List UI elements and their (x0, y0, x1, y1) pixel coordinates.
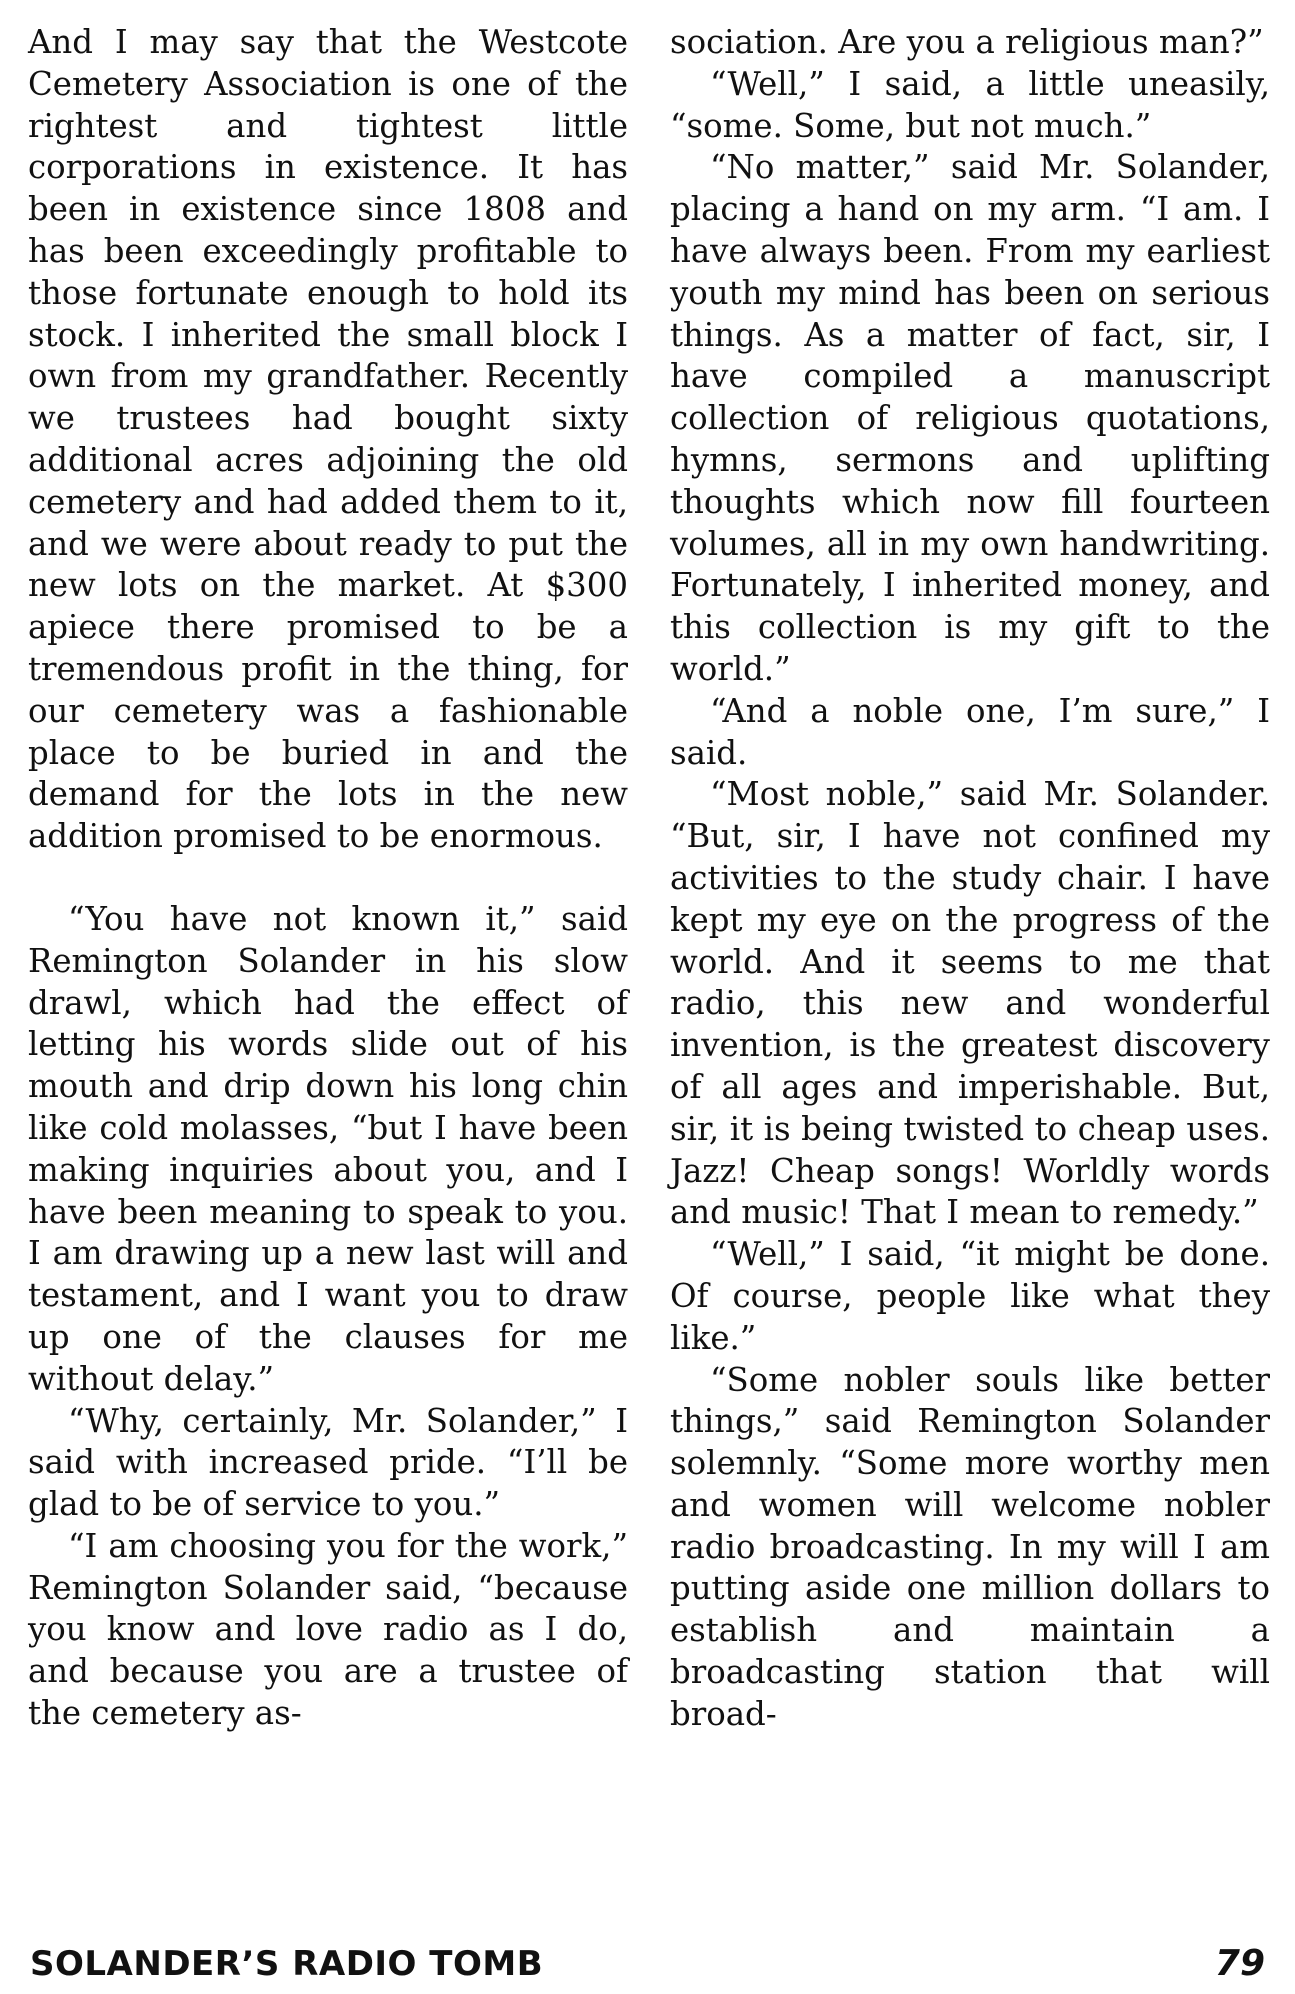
paragraph: “Why, certainly, Mr. Solander,” I said with increased pride. “I’ll be glad to be of service to you.” (28, 1401, 628, 1524)
paragraph: sociation. Are you a religious man?” (670, 23, 1264, 61)
paragraph: “Most noble,” said Mr. Solander. “But, sir, I have not confined my activities to the study chair. I have kept my eye on the progress of the world. And it seems to me that radio, this new and wonderful invention, is the greatest discovery of all ages and imperishable. But, sir, it is being twisted to cheap uses. Jazz! Cheap songs! Worldly words and music! That I mean to remedy.” (670, 775, 1270, 1232)
paragraph: “You have not known it,” said Remington Solander in his slow drawl, which had the effect of letting his words slide out of his mouth and drip down his long chin like cold molasses, “but I have been making inquiries about you, and I have been meaning to speak to you. I am drawing up a new last will and testament, and I want you to draw up one of the clauses for me without delay.” (28, 899, 628, 1398)
paragraph: “Well,” I said, a little uneasily, “some. Some, but not much.” (670, 64, 1270, 145)
left-column (28, 22, 628, 1735)
page-number: 79 (1214, 1943, 1265, 1984)
right-column (670, 22, 1270, 1736)
paragraph: “And a noble one, I’m sure,” I said. (670, 691, 1270, 772)
paragraph: “Well,” I said, “it might be done. Of course, people like what they like.” (670, 1235, 1270, 1357)
running-title: SOLANDER’S RADIO TOMB (30, 1944, 544, 1984)
paragraph: “Some nobler souls like better things,” said Remington Solander solemnly. “Some more worthy men and women will welcome nobler radio broadcasting. In my will I am putting aside one million dollars to establish and maintain a broadcasting station that will broad- (670, 1360, 1270, 1733)
paragraph: And I may say that the Westcote Cemetery Association is one of the rightest and tightest little corporations in existence. It has been in existence since 1808 and has been exceedingly profitable to those fortunate enough to hold its stock. I inherited the small block I own from my grandfather. Recently we trustees had bought sixty additional acres adjoining the old cemetery and had added them to it, and we were about ready to put the new lots on the market. At $300 apiece there promised to be a tremendous profit in the thing, for our cemetery was a fashionable place to be buried in and the demand for the lots in the new addition promised to be enormous. (28, 23, 628, 856)
paragraph: “No matter,” said Mr. Solander, placing a hand on my arm. “I am. I have always been. From my earliest youth my mind has been on serious things. As a matter of fact, sir, I have compiled a manuscript collection of religious quotations, hymns, sermons and uplifting thoughts which now fill fourteen volumes, all in my own handwriting. Fortunately, I inherited money, and this collection is my gift to the world.” (670, 148, 1270, 688)
paragraph: “I am choosing you for the work,” Remington Solander said, “because you know and love radio as I do, and because you are a trustee of the cemetery as- (28, 1526, 628, 1733)
